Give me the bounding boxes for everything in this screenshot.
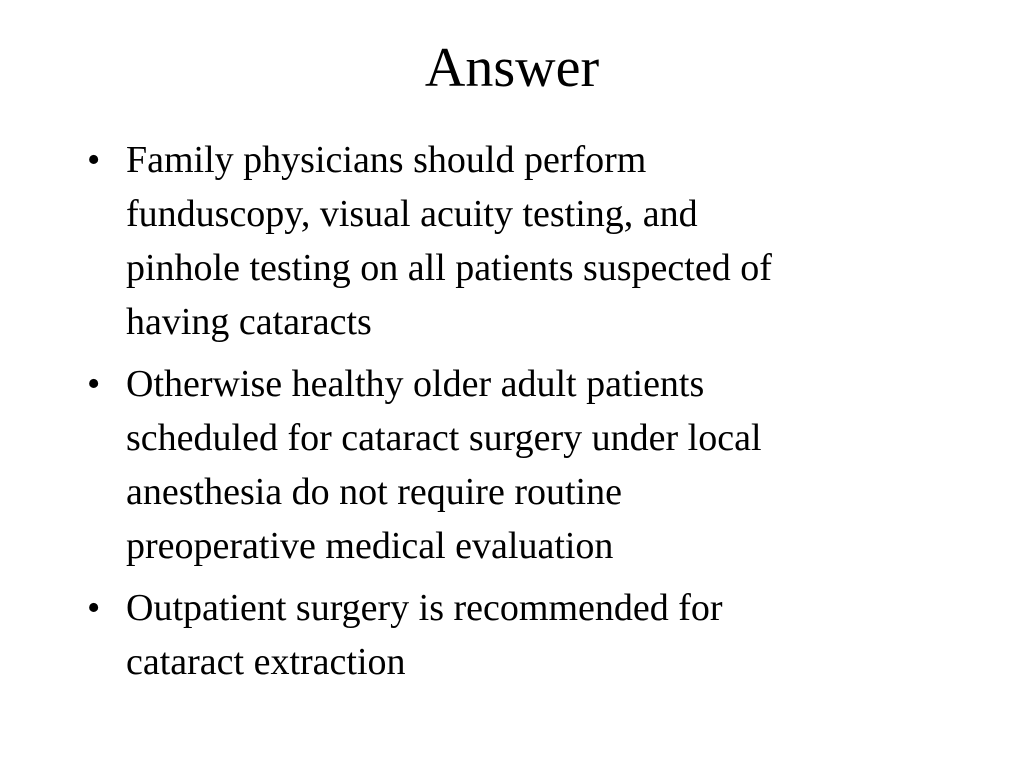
slide-title: Answer — [424, 37, 600, 99]
bullet-item-1 — [87, 133, 917, 349]
bullet-line: anesthesia do not require routine — [126, 471, 622, 513]
bullet-item-2 — [87, 357, 917, 573]
bullet-line: cataract extraction — [126, 641, 406, 683]
bullet-marker: • — [87, 363, 101, 405]
bullet-line: having cataracts — [126, 301, 372, 343]
bullet-line: Otherwise healthy older adult patients — [126, 363, 705, 405]
bullet-marker: • — [87, 139, 101, 181]
bullet-line: funduscopy, visual acuity testing, and — [126, 193, 698, 235]
bullet-line: Family physicians should perform — [126, 139, 647, 181]
bullet-marker: • — [87, 587, 101, 629]
bullet-line: Outpatient surgery is recommended for — [126, 587, 723, 629]
bullet-line: scheduled for cataract surgery under local — [126, 417, 762, 459]
bullet-line: preoperative medical evaluation — [126, 525, 614, 567]
bullet-text — [126, 133, 917, 349]
bullet-list — [87, 133, 917, 697]
bullet-text — [126, 357, 917, 573]
bullet-line: pinhole testing on all patients suspected of — [126, 247, 772, 289]
bullet-item-3 — [87, 581, 917, 689]
bullet-text — [126, 581, 917, 689]
